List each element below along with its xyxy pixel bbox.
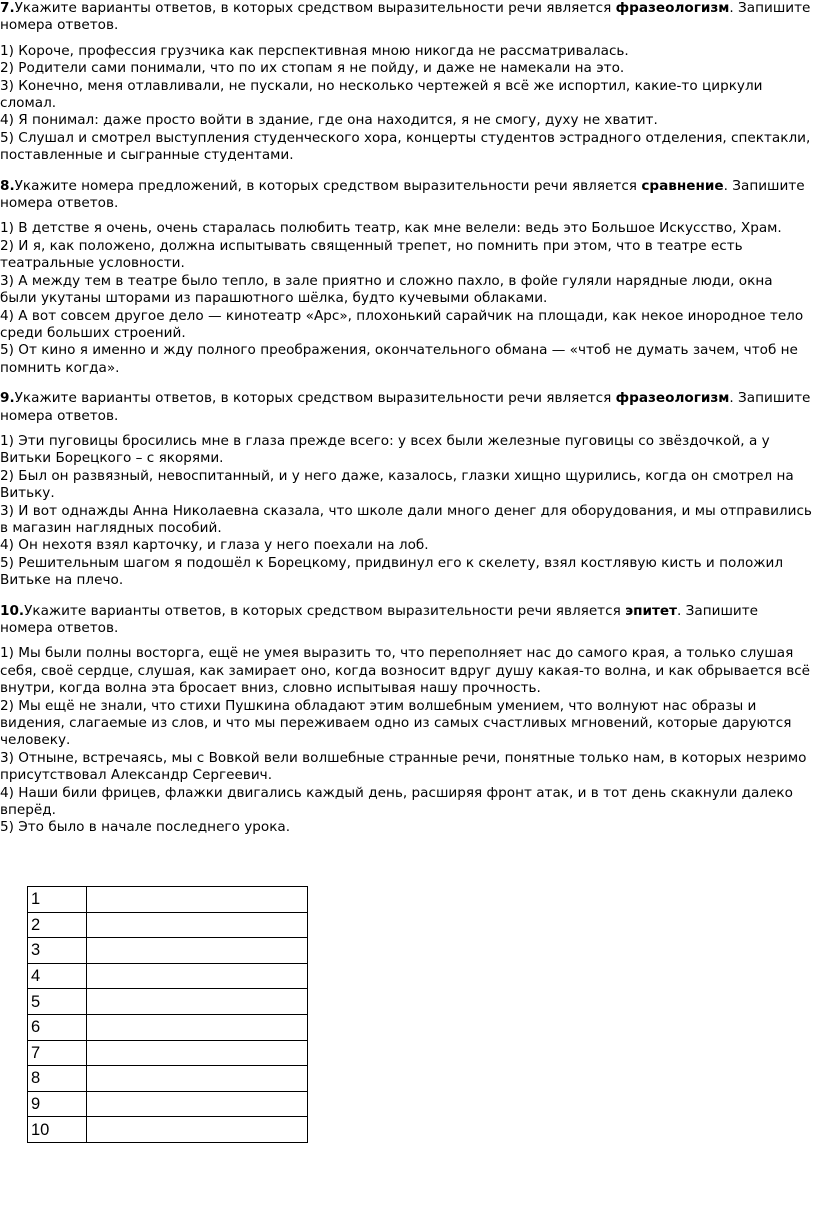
question-text-end: . Запишите номера ответов.	[0, 602, 758, 636]
row-number: 8	[28, 1066, 87, 1092]
answer-option: 2) Родители сами понимали, что по их стопам я не пойду, и даже не намекали на это.	[0, 60, 625, 77]
task-number: 10.	[0, 602, 25, 619]
answer-row	[28, 1040, 308, 1066]
answer-cell[interactable]	[87, 887, 308, 913]
answer-row	[28, 938, 308, 964]
task-question	[0, 603, 813, 638]
answer-cell[interactable]	[87, 1066, 308, 1092]
answer-row	[28, 1117, 308, 1143]
question-keyword: фразеологизм	[615, 390, 730, 407]
answer-option: 5) Слушал и смотрел выступления студенческого хора, концерты студентов эстрадного отделения, спектакли, поставленные и сыгранные студентами.	[0, 129, 811, 164]
question-keyword: сравнение	[641, 177, 724, 194]
answer-row	[28, 1091, 308, 1117]
answer-option: 3) И вот однажды Анна Николаевна сказала, что школе дали много денег для оборудования, и мы отправились в магазин наглядных пособий.	[0, 502, 812, 536]
question-text: Укажите варианты ответов, в которых средством выразительности речи является	[14, 390, 616, 407]
task-7	[0, 0, 813, 165]
task-10	[0, 603, 813, 837]
question-text: Укажите варианты ответов, в которых средством выразительности речи является	[24, 602, 626, 619]
row-number: 5	[28, 989, 87, 1015]
answer-cell[interactable]	[87, 963, 308, 989]
answer-option: 1) Мы были полны восторга, ещё не умея выразить то, что переполняет нас до самого края, а только слушая себя, своё сердце, слушая, как замирает оно, когда возносит вдруг душу какая-то волна, и как обрывается всё внутри, когда волна эта бросает вниз, словно испытывая нашу прочность.	[0, 645, 811, 697]
row-number: 3	[28, 938, 87, 964]
answer-option: 5) От кино я именно и жду полного преображения, окончательного обмана — «чтоб не думать зачем, чтоб не помнить когда».	[0, 342, 798, 376]
answer-cell[interactable]	[87, 912, 308, 938]
task-9	[0, 390, 813, 589]
answer-cell[interactable]	[87, 1014, 308, 1040]
answer-cell[interactable]	[87, 1040, 308, 1066]
answer-row	[28, 887, 308, 913]
answer-option: 4) Он нехотя взял карточку, и глаза у него поехали на лоб.	[0, 537, 429, 554]
answer-option: 5) Это было в начале последнего урока.	[0, 819, 291, 836]
answer-cell[interactable]	[87, 1117, 308, 1143]
question-text: Укажите номера предложений, в которых средством выразительности речи является	[14, 177, 642, 194]
task-question	[0, 390, 813, 425]
row-number: 4	[28, 963, 87, 989]
answer-option: 1) В детстве я очень, очень старалась полюбить театр, как мне велели: ведь это Большое Искусство, Храм.	[0, 220, 782, 237]
row-number: 10	[28, 1117, 87, 1143]
task-number: 7.	[0, 0, 15, 16]
answer-option: 1) Эти пуговицы бросились мне в глаза прежде всего: у всех были железные пуговицы со звёздочкой, а у Витьки Борецкого – с якорями.	[0, 432, 770, 467]
answer-table	[27, 886, 308, 1143]
answer-cell[interactable]	[87, 938, 308, 964]
task-number: 8.	[0, 177, 15, 194]
question-keyword: фразеологизм	[615, 0, 730, 16]
question-text-end: . Запишите номера ответов.	[0, 0, 811, 34]
row-number: 7	[28, 1040, 87, 1066]
answer-option: 3) А между тем в театре было тепло, в зале приятно и сложно пахло, в фойе гуляли нарядные люди, окна были укутаны шторами из парашютного шёлка, будто кучевыми облаками.	[0, 272, 773, 307]
answer-row	[28, 1014, 308, 1040]
answer-option: 3) Конечно, меня отлавливали, не пускали, но несколько чертежей я всё же испортил, какие-то циркули сломал.	[0, 77, 763, 112]
question-text-end: . Запишите номера ответов.	[0, 177, 805, 212]
answer-row	[28, 989, 308, 1015]
answer-option: 4) Я понимал: даже просто войти в здание, где она находится, я не смогу, духу не хватит.	[0, 112, 658, 129]
answer-option: 4) А вот совсем другое дело — кинотеатр «Арс», плохонький сарайчик на площади, как некое инородное тело среди больших строений.	[0, 307, 804, 341]
answer-row	[28, 912, 308, 938]
answer-option: 5) Решительным шагом я подошёл к Борецкому, придвинул его к скелету, взял костлявую кисть и положил Витьке на плечо.	[0, 554, 784, 589]
answer-row	[28, 963, 308, 989]
task-question	[0, 178, 813, 213]
answer-option: 1) Короче, профессия грузчика как перспективная мною никогда не рассматривалась.	[0, 42, 629, 59]
answer-option: 2) Был он развязный, невоспитанный, и у него даже, казалось, глазки хищно щурились, когда он смотрел на Витьку.	[0, 467, 794, 502]
row-number: 9	[28, 1091, 87, 1117]
task-question	[0, 0, 813, 35]
answer-option: 2) И я, как положено, должна испытывать священный трепет, но помнить при этом, что в театре есть театральные условности.	[0, 237, 743, 272]
answer-row	[28, 1066, 308, 1092]
question-text-end: . Запишите номера ответов.	[0, 390, 811, 424]
answer-option: 3) Отныне, встречаясь, мы с Вовкой вели волшебные странные речи, понятные только нам, в которых незримо присутствовал Александр Сергеевич.	[0, 749, 807, 784]
row-number: 2	[28, 912, 87, 938]
question-text: Укажите варианты ответов, в которых средством выразительности речи является	[14, 0, 616, 16]
answer-option: 4) Наши били фрицев, флажки двигались каждый день, расширяя фронт атак, и в тот день скакнули далеко вперёд.	[0, 784, 793, 819]
answer-option: 2) Мы ещё не знали, что стихи Пушкина обладают этим волшебным умением, что волнуют нас образы и видения, слагаемые из слов, и что мы переживаем одно из самых счастливых мгновений, которые даруются человеку.	[0, 697, 792, 749]
task-8	[0, 178, 813, 377]
row-number: 1	[28, 887, 87, 913]
answer-cell[interactable]	[87, 1091, 308, 1117]
row-number: 6	[28, 1014, 87, 1040]
answer-cell[interactable]	[87, 989, 308, 1015]
question-keyword: эпитет	[625, 602, 678, 619]
task-number: 9.	[0, 390, 15, 407]
